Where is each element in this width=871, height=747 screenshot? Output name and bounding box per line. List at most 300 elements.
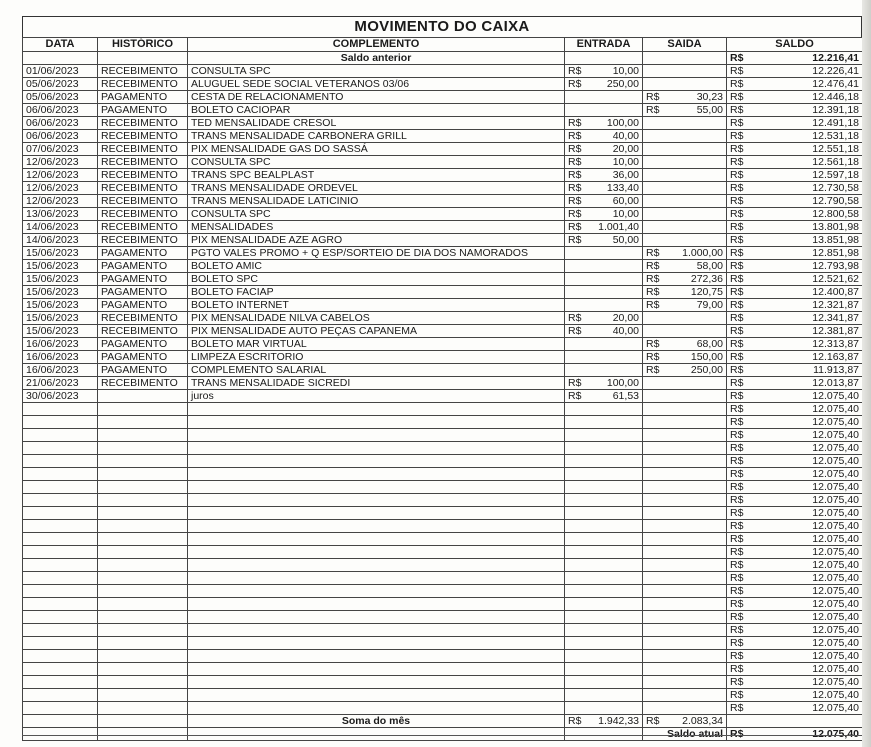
row-saldo	[727, 104, 863, 117]
currency-symbol: R$	[646, 286, 660, 298]
row-saida	[643, 416, 727, 429]
row-complemento	[188, 624, 565, 637]
row-saldo	[727, 663, 863, 676]
row-entrada	[565, 221, 643, 234]
row-saldo	[727, 611, 863, 624]
row-date	[23, 585, 98, 598]
row-saldo-value: 12.730,58	[812, 182, 859, 194]
row-entrada-value: 1.001,40	[598, 221, 639, 233]
row-complemento: BOLETO AMIC	[188, 260, 565, 273]
row-complemento	[188, 663, 565, 676]
row-entrada	[565, 91, 643, 104]
currency-symbol: R$	[730, 481, 744, 493]
row-date	[23, 611, 98, 624]
row-entrada-value: 10,00	[612, 208, 639, 220]
row-complemento	[188, 637, 565, 650]
row-historico: PAGAMENTO	[98, 247, 188, 260]
row-date	[23, 702, 98, 715]
row-complemento: LIMPEZA ESCRITORIO	[188, 351, 565, 364]
row-saida	[643, 663, 727, 676]
row-saida	[643, 390, 727, 403]
table-row	[23, 559, 863, 572]
row-saida	[643, 247, 727, 260]
row-saldo-value: 12.341,87	[812, 312, 859, 324]
row-saldo-value: 12.075,40	[812, 689, 859, 701]
table-row	[23, 468, 863, 481]
table-row	[23, 702, 863, 715]
table-row	[23, 299, 863, 312]
row-entrada	[565, 364, 643, 377]
header-complemento: COMPLEMENTO	[188, 38, 565, 52]
row-entrada	[565, 559, 643, 572]
currency-symbol: R$	[730, 663, 744, 675]
row-historico: RECEBIMENTO	[98, 65, 188, 78]
currency-symbol: R$	[730, 182, 744, 194]
row-date	[23, 598, 98, 611]
table-row	[23, 585, 863, 598]
currency-symbol: R$	[568, 65, 582, 77]
row-saldo-value: 12.075,40	[812, 559, 859, 571]
row-saida	[643, 260, 727, 273]
row-date: 12/06/2023	[23, 195, 98, 208]
row-saldo-value: 12.531,18	[812, 130, 859, 142]
row-entrada	[565, 585, 643, 598]
row-complemento	[188, 572, 565, 585]
row-saldo-value: 12.321,87	[812, 299, 859, 311]
row-date: 12/06/2023	[23, 169, 98, 182]
table-row	[23, 689, 863, 702]
row-saida	[643, 637, 727, 650]
table-row	[23, 260, 863, 273]
saldo-atual-value: R$ 12.075,40	[727, 728, 863, 741]
row-saldo-value: 12.075,40	[812, 455, 859, 467]
row-entrada	[565, 637, 643, 650]
row-saldo	[727, 208, 863, 221]
row-saldo-value: 12.790,58	[812, 195, 859, 207]
row-complemento: CONSULTA SPC	[188, 65, 565, 78]
row-saida	[643, 286, 727, 299]
row-saldo	[727, 650, 863, 663]
row-historico: PAGAMENTO	[98, 273, 188, 286]
row-saldo-value: 12.075,40	[812, 663, 859, 675]
row-historico: PAGAMENTO	[98, 104, 188, 117]
row-historico: RECEBIMENTO	[98, 234, 188, 247]
row-historico	[98, 429, 188, 442]
row-date: 06/06/2023	[23, 117, 98, 130]
currency-symbol: R$	[730, 572, 744, 584]
row-saldo-value: 12.075,40	[812, 637, 859, 649]
row-entrada-value: 20,00	[612, 143, 639, 155]
table-row	[23, 663, 863, 676]
table-row	[23, 286, 863, 299]
row-historico: RECEBIMENTO	[98, 312, 188, 325]
row-saida-value: 250,00	[690, 364, 723, 376]
row-complemento	[188, 494, 565, 507]
row-entrada	[565, 260, 643, 273]
currency-symbol: R$	[646, 247, 660, 259]
header-saldo: SALDO	[727, 38, 863, 52]
row-saida	[643, 156, 727, 169]
row-saida	[643, 312, 727, 325]
row-complemento: TRANS MENSALIDADE LATICINIO	[188, 195, 565, 208]
row-saida	[643, 611, 727, 624]
row-date	[23, 663, 98, 676]
table-row	[23, 624, 863, 637]
row-complemento: CESTA DE RELACIONAMENTO	[188, 91, 565, 104]
row-entrada	[565, 520, 643, 533]
row-historico: PAGAMENTO	[98, 260, 188, 273]
currency-symbol: R$	[568, 143, 582, 155]
row-historico: PAGAMENTO	[98, 299, 188, 312]
row-saida	[643, 598, 727, 611]
row-saldo	[727, 585, 863, 598]
row-entrada-value: 133,40	[606, 182, 639, 194]
currency-symbol: R$	[730, 312, 744, 324]
row-complemento: juros	[188, 390, 565, 403]
row-entrada	[565, 338, 643, 351]
row-saida-value: 58,00	[696, 260, 723, 272]
row-complemento: TRANS MENSALIDADE CARBONERA GRILL	[188, 130, 565, 143]
row-entrada-value: 100,00	[606, 377, 639, 389]
row-historico	[98, 689, 188, 702]
row-complemento: PIX MENSALIDADE AUTO PEÇAS CAPANEMA	[188, 325, 565, 338]
row-date	[23, 416, 98, 429]
table-row	[23, 234, 863, 247]
row-date	[23, 481, 98, 494]
row-saida	[643, 325, 727, 338]
row-saida	[643, 624, 727, 637]
table-row	[23, 351, 863, 364]
currency-symbol: R$	[646, 338, 660, 350]
row-saida	[643, 676, 727, 689]
currency-symbol: R$	[568, 169, 582, 181]
row-entrada	[565, 455, 643, 468]
row-date: 07/06/2023	[23, 143, 98, 156]
row-saldo	[727, 312, 863, 325]
soma-entrada: R$ 1.942,33	[565, 715, 643, 728]
row-historico	[98, 455, 188, 468]
row-saldo	[727, 156, 863, 169]
row-historico: RECEBIMENTO	[98, 78, 188, 91]
table-row	[23, 247, 863, 260]
row-saldo-value: 12.075,40	[812, 533, 859, 545]
row-entrada	[565, 507, 643, 520]
table-row	[23, 442, 863, 455]
row-saida	[643, 481, 727, 494]
saldo-atual-label: Saldo atual	[643, 728, 727, 741]
row-historico	[98, 403, 188, 416]
row-saldo	[727, 676, 863, 689]
row-entrada-value: 36,00	[612, 169, 639, 181]
currency-symbol: R$	[730, 351, 744, 363]
row-entrada	[565, 533, 643, 546]
table-row	[23, 416, 863, 429]
row-saldo-value: 12.075,40	[812, 676, 859, 688]
row-complemento	[188, 546, 565, 559]
row-entrada	[565, 468, 643, 481]
row-historico: RECEBIMENTO	[98, 208, 188, 221]
row-date	[23, 455, 98, 468]
row-complemento: TED MENSALIDADE CRESOL	[188, 117, 565, 130]
row-historico: PAGAMENTO	[98, 338, 188, 351]
row-entrada	[565, 689, 643, 702]
currency-symbol: R$	[568, 208, 582, 220]
row-saldo-value: 12.851,98	[812, 247, 859, 259]
row-entrada	[565, 247, 643, 260]
row-historico: PAGAMENTO	[98, 286, 188, 299]
row-saida-value: 120,75	[690, 286, 723, 298]
row-complemento	[188, 676, 565, 689]
table-row	[23, 130, 863, 143]
row-saldo-value: 12.476,41	[812, 78, 859, 90]
row-saldo-value: 12.075,40	[812, 481, 859, 493]
row-historico: RECEBIMENTO	[98, 117, 188, 130]
row-complemento	[188, 585, 565, 598]
table-row	[23, 455, 863, 468]
row-historico	[98, 572, 188, 585]
currency-symbol: R$	[730, 455, 744, 467]
row-historico: PAGAMENTO	[98, 351, 188, 364]
cash-movement-sheet	[22, 16, 862, 741]
row-historico: RECEBIMENTO	[98, 143, 188, 156]
row-date	[23, 520, 98, 533]
row-complemento	[188, 481, 565, 494]
row-entrada	[565, 403, 643, 416]
row-saldo-value: 12.597,18	[812, 169, 859, 181]
currency-symbol: R$	[730, 65, 744, 77]
row-date: 15/06/2023	[23, 260, 98, 273]
row-entrada	[565, 351, 643, 364]
row-saldo	[727, 234, 863, 247]
row-saldo-value: 12.391,18	[812, 104, 859, 116]
row-saida	[643, 78, 727, 91]
row-date: 12/06/2023	[23, 156, 98, 169]
row-saldo-value: 12.075,40	[812, 520, 859, 532]
row-date: 15/06/2023	[23, 312, 98, 325]
soma-row	[23, 715, 863, 728]
row-date: 06/06/2023	[23, 104, 98, 117]
row-complemento	[188, 507, 565, 520]
row-entrada	[565, 169, 643, 182]
row-saldo-value: 12.075,40	[812, 624, 859, 636]
currency-symbol: R$	[646, 104, 660, 116]
currency-symbol: R$	[568, 377, 582, 389]
saldo-anterior-value: R$ 12.216,41	[727, 52, 863, 65]
row-historico	[98, 416, 188, 429]
row-date: 12/06/2023	[23, 182, 98, 195]
row-saldo-value: 12.561,18	[812, 156, 859, 168]
currency-symbol: R$	[730, 143, 744, 155]
row-historico	[98, 611, 188, 624]
currency-symbol: R$	[730, 247, 744, 259]
row-saldo	[727, 364, 863, 377]
row-entrada	[565, 156, 643, 169]
row-date: 16/06/2023	[23, 338, 98, 351]
row-complemento: BOLETO SPC	[188, 273, 565, 286]
row-complemento	[188, 442, 565, 455]
row-historico: RECEBIMENTO	[98, 377, 188, 390]
table-row	[23, 637, 863, 650]
row-entrada	[565, 65, 643, 78]
row-saldo	[727, 416, 863, 429]
row-date: 06/06/2023	[23, 130, 98, 143]
row-saida	[643, 689, 727, 702]
row-saldo	[727, 689, 863, 702]
row-saldo	[727, 78, 863, 91]
row-historico	[98, 676, 188, 689]
row-date: 15/06/2023	[23, 325, 98, 338]
row-saida	[643, 403, 727, 416]
row-entrada	[565, 325, 643, 338]
row-entrada	[565, 676, 643, 689]
transaction-rows	[23, 65, 863, 715]
row-saldo	[727, 338, 863, 351]
table-row	[23, 325, 863, 338]
currency-symbol: R$	[730, 611, 744, 623]
row-date	[23, 507, 98, 520]
table-row	[23, 117, 863, 130]
row-saida	[643, 338, 727, 351]
currency-symbol: R$	[730, 559, 744, 571]
row-saldo-value: 11.913,87	[813, 364, 859, 376]
row-historico: PAGAMENTO	[98, 364, 188, 377]
table-row	[23, 377, 863, 390]
row-entrada	[565, 299, 643, 312]
currency-symbol: R$	[568, 390, 582, 402]
currency-symbol: R$	[730, 260, 744, 272]
currency-symbol: R$	[646, 299, 660, 311]
table-row	[23, 533, 863, 546]
row-complemento: ALUGUEL SEDE SOCIAL VETERANOS 03/06	[188, 78, 565, 91]
currency-symbol: R$	[730, 403, 744, 415]
row-saldo-value: 12.521,62	[812, 273, 859, 285]
row-saida	[643, 234, 727, 247]
row-historico	[98, 507, 188, 520]
row-complemento	[188, 702, 565, 715]
row-saldo	[727, 273, 863, 286]
row-saldo	[727, 637, 863, 650]
row-entrada-value: 10,00	[612, 65, 639, 77]
row-date: 21/06/2023	[23, 377, 98, 390]
row-entrada	[565, 442, 643, 455]
row-entrada	[565, 377, 643, 390]
row-entrada	[565, 273, 643, 286]
saldo-anterior-row	[23, 52, 863, 65]
row-date	[23, 572, 98, 585]
row-historico	[98, 663, 188, 676]
table-row	[23, 676, 863, 689]
currency-symbol: R$	[730, 637, 744, 649]
table-row	[23, 546, 863, 559]
row-saldo-value: 13.801,98	[812, 221, 859, 233]
row-saida	[643, 143, 727, 156]
row-date	[23, 689, 98, 702]
row-complemento	[188, 429, 565, 442]
row-saldo	[727, 247, 863, 260]
currency-symbol: R$	[730, 234, 744, 246]
row-historico	[98, 390, 188, 403]
row-saida-value: 79,00	[696, 299, 723, 311]
row-saida	[643, 169, 727, 182]
row-historico	[98, 494, 188, 507]
row-saida	[643, 195, 727, 208]
header-date: DATA	[23, 38, 98, 52]
currency-symbol: R$	[730, 117, 744, 129]
row-entrada-value: 60,00	[612, 195, 639, 207]
row-complemento: BOLETO FACIAP	[188, 286, 565, 299]
currency-symbol: R$	[730, 429, 744, 441]
row-saldo-value: 12.075,40	[812, 442, 859, 454]
row-saida-value: 55,00	[696, 104, 723, 116]
row-saldo	[727, 117, 863, 130]
currency-symbol: R$	[730, 91, 744, 103]
sheet-title: MOVIMENTO DO CAIXA	[22, 16, 862, 37]
row-entrada	[565, 650, 643, 663]
table-row	[23, 429, 863, 442]
row-complemento	[188, 416, 565, 429]
row-complemento: CONSULTA SPC	[188, 156, 565, 169]
row-saldo	[727, 702, 863, 715]
row-historico: RECEBIMENTO	[98, 156, 188, 169]
row-saldo	[727, 143, 863, 156]
currency-symbol: R$	[730, 273, 744, 285]
row-date	[23, 468, 98, 481]
row-saida	[643, 104, 727, 117]
row-saldo-value: 12.446,18	[812, 91, 859, 103]
row-entrada	[565, 481, 643, 494]
currency-symbol: R$	[730, 624, 744, 636]
row-historico	[98, 650, 188, 663]
row-saldo-value: 12.075,40	[812, 403, 859, 415]
row-saldo	[727, 377, 863, 390]
row-saldo	[727, 442, 863, 455]
row-saida	[643, 364, 727, 377]
row-saida	[643, 507, 727, 520]
row-entrada-value: 61,53	[612, 390, 639, 402]
row-entrada	[565, 598, 643, 611]
page-edge	[862, 0, 871, 747]
row-date	[23, 429, 98, 442]
row-saldo-value: 12.075,40	[812, 390, 859, 402]
row-saldo	[727, 455, 863, 468]
row-entrada	[565, 390, 643, 403]
row-saida	[643, 494, 727, 507]
currency-symbol: R$	[646, 260, 660, 272]
row-saldo-value: 12.075,40	[812, 585, 859, 597]
row-historico	[98, 481, 188, 494]
row-historico	[98, 520, 188, 533]
row-saida	[643, 65, 727, 78]
row-saldo-value: 12.075,40	[812, 702, 859, 714]
row-date: 16/06/2023	[23, 351, 98, 364]
row-saldo	[727, 468, 863, 481]
row-saida	[643, 650, 727, 663]
currency-symbol: R$	[730, 78, 744, 90]
row-saldo-value: 12.075,40	[812, 546, 859, 558]
table-row	[23, 650, 863, 663]
row-saida	[643, 442, 727, 455]
row-entrada	[565, 117, 643, 130]
row-entrada-value: 250,00	[606, 78, 639, 90]
row-entrada	[565, 624, 643, 637]
currency-symbol: R$	[568, 182, 582, 194]
table-row	[23, 156, 863, 169]
currency-symbol: R$	[730, 325, 744, 337]
row-entrada-value: 10,00	[612, 156, 639, 168]
row-saldo	[727, 65, 863, 78]
currency-symbol: R$	[730, 299, 744, 311]
table-row	[23, 91, 863, 104]
